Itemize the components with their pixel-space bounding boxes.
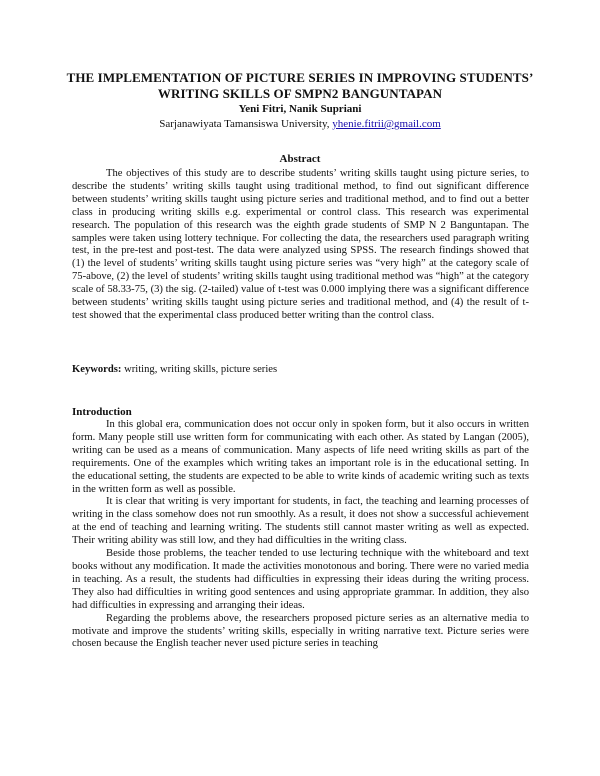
- abstract-text: The objectives of this study are to describe students’ writing skills taught using picture series, to describe the students’ writing skills taught using traditional method, to find out significant difference between students’ writing skills taught using picture series and traditional method, and to find out a better class in producing writing skills e.g. experimental or control class. This research was experimental research. The population of this research was the eighth grade students of SMP N 2 Banguntapan. The samples were taken using lottery technique. For collecting the data, the researchers used paragraph writing test, in the pre-test and post-test. The data were analyzed using SPSS. The research findings showed that (1) the level of students’ writing skills taught using picture series was “very high” at the category scale of 75-above, (2) the level of students’ writing skills taught using traditional method was “high” at the category scale of 58.33-75, (3) the sig. (2-tailed) value of t-test was 0.000 implying there was a significant difference between students’ writing skills taught using picture series and traditional method, and (4) the result of t-test showed that the experimental class produced better writing than the control class.: [72, 168, 529, 321]
- keywords-text: writing, writing skills, picture series: [124, 364, 278, 375]
- introduction-body: [72, 419, 529, 651]
- intro-paragraph: Regarding the problems above, the researchers proposed picture series as an alternative media to motivate and improve the students’ writing skills, especially in writing narrative text. Picture series were chosen because the English teacher never used picture series in teaching: [72, 612, 529, 650]
- paper-authors: Yeni Fitri, Nanik Supriani: [238, 103, 362, 115]
- affiliation: Sarjanawiyata Tamansiswa University,: [159, 118, 330, 130]
- intro-paragraph: Beside those problems, the teacher tended to use lecturing technique with the whiteboard and text books without any modification. It made the activities monotonous and boring. There were no varied media in teaching. As a result, the students had difficulties in expressing their ideas during the writing process. They also had difficulties in writing good sentences and using appropriate grammar. In addition, they also had difficulties in expressing and arranging their ideas.: [72, 548, 529, 611]
- affiliation-line: [60, 117, 540, 131]
- paper-title: THE IMPLEMENTATION OF PICTURE SERIES IN IMPROVING STUDENTS’ WRITING SKILLS OF SMPN2 BANGUNTAPAN: [66, 70, 534, 101]
- email-link[interactable]: yhenie.fitrii@gmail.com: [332, 118, 441, 130]
- keywords-line: [72, 363, 529, 376]
- intro-paragraph: It is clear that writing is very important for students, in fact, the teaching and learning processes of writing in the class somehow does not run smoothly. As a result, it does not show a successful achievement at the end of teaching and learning writing. The students still cannot master writing as well as expected. Their writing ability was still low, and they had difficulties in the writing class.: [72, 496, 529, 547]
- abstract-heading: Abstract: [279, 153, 321, 165]
- introduction-heading: Introduction: [72, 406, 132, 418]
- keywords-label: Keywords:: [72, 364, 122, 375]
- intro-paragraph: In this global era, communication does not occur only in spoken form, but it also occurs in written form. Many people still use written form for communicating with each other. As stated by Langan (2005), writing can be used as a means of communication. Many aspects of life need writing skills as part of the requirements. One of the examples which writing takes an important role is in the educational setting. In the educational setting, the students are expected to be able to write kinds of academic writing such as texts in the written form as well as possible.: [72, 419, 529, 495]
